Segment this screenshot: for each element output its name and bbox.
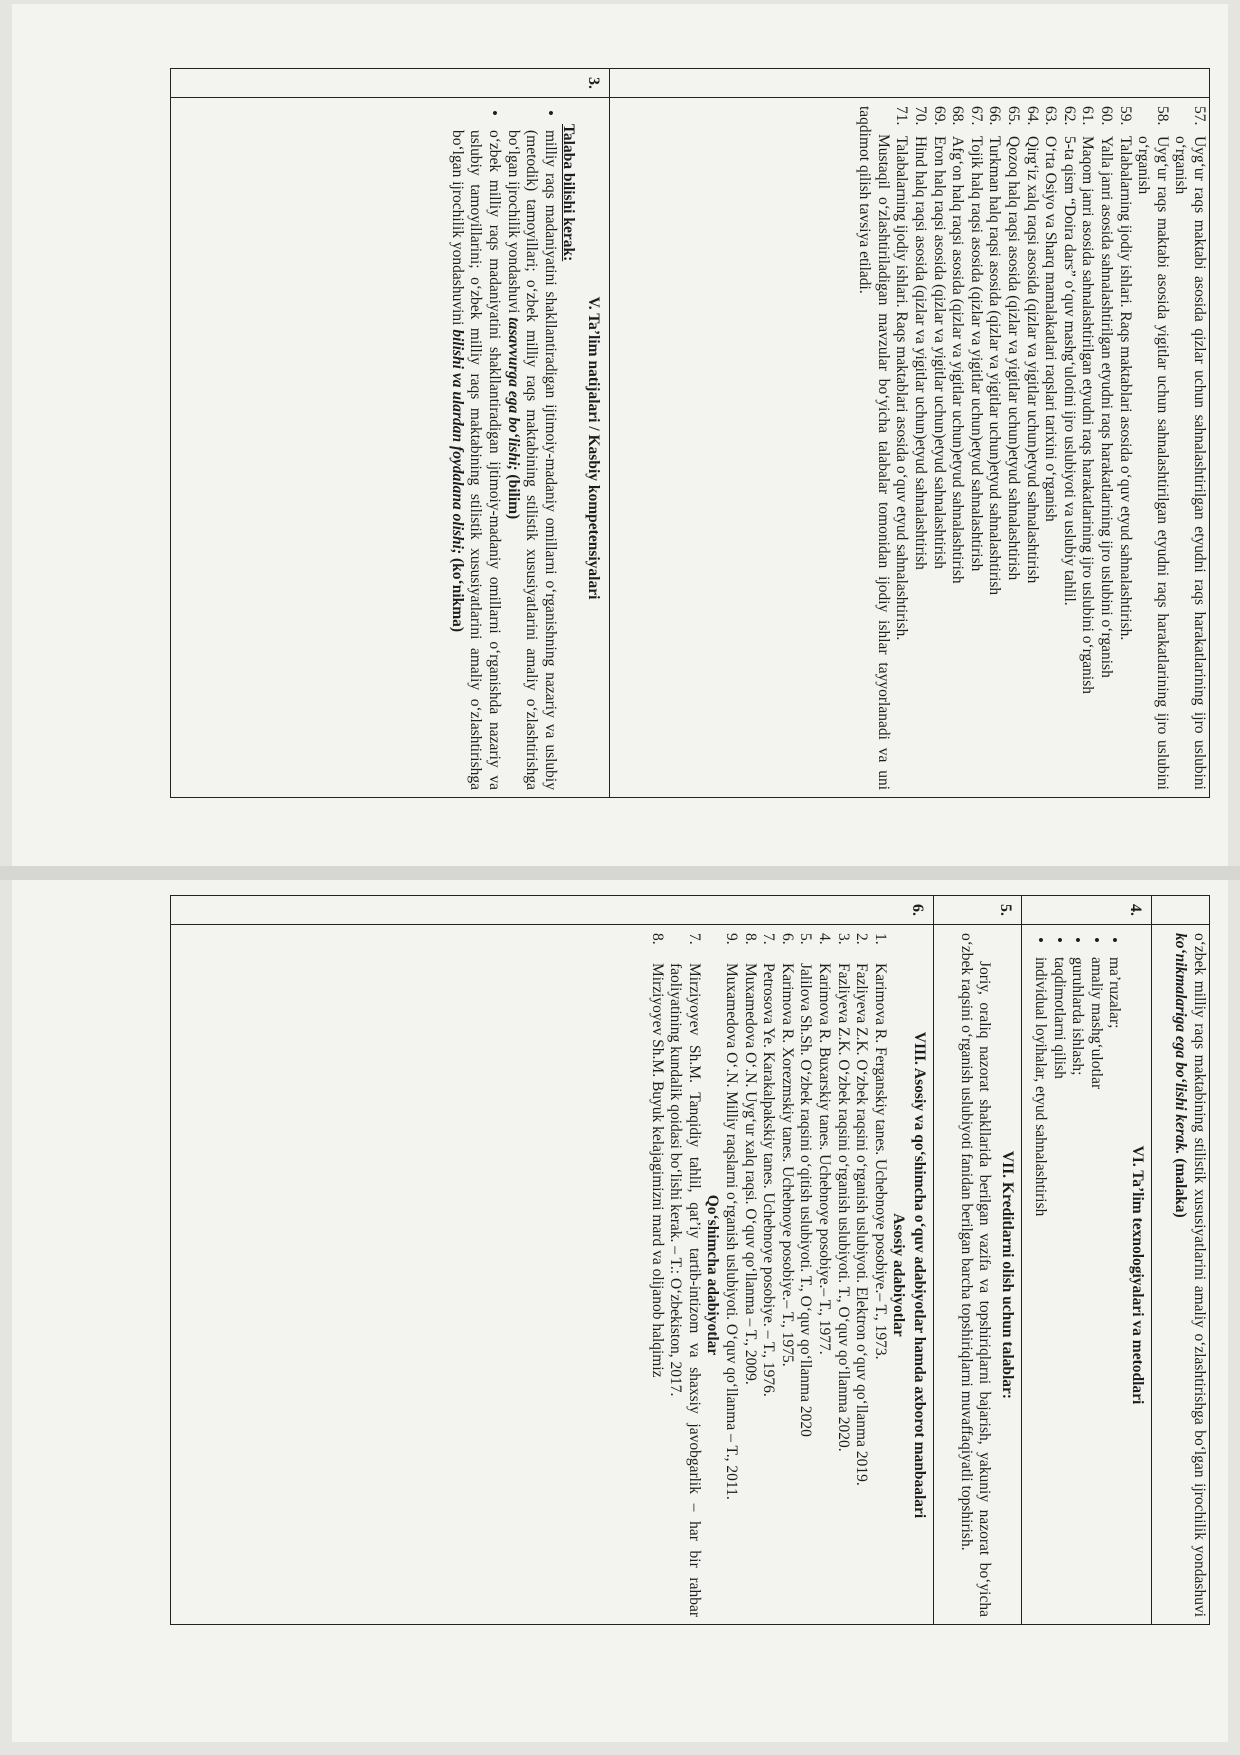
list-item: 59. Talabalarning ijodiy ishlari. Raqs maktablari asosida o‘quv etyud sahnalashtirish. [1116,106,1134,641]
section-7-title: VII. Kreditlarni olish uchun talablar: [999,1150,1016,1400]
main-literature-title: Asosiy adabiyotlar [890,1213,908,1337]
section-content [855,106,1210,790]
outcome-bullet: • o‘zbek milliy raqs madaniyatini shakllantiradigan ijtimoiy-madaniy omillarni o‘rganishda nazariy va uslubiy tamoyillarini; o‘zbek milliy raqs maktabining stilistik xususiyatlarini amaliy o‘zlashtirishga bo‘lgan ijrochilik yondashuvini bilishi va ulardan foydalana olishi; (ko‘nikma) [447,106,503,790]
row-divider [1021,895,1022,1625]
list-item: 66. Turkman halq raqsi asosida (qizlar va yigitlar uchun)etyud sahnalashtirish [986,106,1004,596]
method-item: • taqdimotlarni qilish [1049,933,1068,1617]
list-item: 8. Muxamedova O‘.N. Uyg‘ur xalq raqsi. O‘quv qo‘llanma – T., 2009. [741,933,759,1385]
additional-literature-list [647,933,703,1617]
row-number-column [170,895,1210,925]
list-item: 9. Muxamedova O‘.N. Milliy raqslarni o‘rganish uslubiyoti. O‘quv qo‘llanma – T., 2011. [723,933,741,1500]
method-item: • ma’ruzalar; [1105,933,1124,1617]
topics-list [892,106,1208,790]
outcome-bullet: • milliy raqs madaniyatini shakllantiradigan ijtimoiy-madaniy omillarni o‘rganishning nazariy va uslubiy (metodik) tamoyillari; o‘zbek milliy raqs maktabining stilistik xususiyatlarini amaliy o‘zlashtirishga bo‘lgan ijrochilik yondashuvi tasavvurga ega bo‘lishi; (bilim) [503,106,559,790]
list-item: 58. Uyg‘ur raqs maktabi asosida yigitlar uchun sahnalashtirilgan etyudni raqs harakatlarining ijro uslubini o‘rganish [1135,106,1171,790]
list-item: 1. Karimova R. Ferganskiy tanes. Uchebnoye posobiye.– T., 1973. [871,933,889,1360]
methods-section [1030,933,1146,1617]
list-item: 57. Uyg‘ur raqs maktabi asosida qizlar uchun sahnalashtirilgan etyudni raqs harakatlarining ijro uslubini o‘rganish [1172,106,1208,790]
skills-text: o‘zbek milliy raqs maktabining stilistik xususiyatlarini amaliy o‘zlashtirishga bo‘lgan ijrochilik yondashuvi ko‘nikmalariga ega bo‘lishi kerak. (malaka) [1172,933,1208,1617]
student-must-know-label: Talaba bilishi kerak: [560,124,578,262]
list-item: 67. Tojik halq raqsi asosida (qizlar va yigitlar uchun)etyud sahnalashtirish [967,106,985,572]
row-divider [1151,895,1152,1625]
additional-literature-title: Qo‘shimcha adabiyotlar [704,1194,722,1356]
list-item: 64. Qirg‘iz xalq raqsi asosida (qizlar va yigitlar uchun)etyud sahnalashtirish [1023,106,1041,584]
independent-work-note: Mustaqil o‘zlashtiriladigan mavzular bo‘yicha talabalar tomonidan ijodiy ishlar tayyorlanadi va uni taqdimot qilish tavsiya etiladi. [856,106,892,790]
document-page-2 [170,895,1210,1625]
list-item: 60. Yalla janri asosida sahnalashtirilgan etyudni raqs harakatlarining ijro uslubini o‘rganish [1098,106,1116,678]
list-item: 65. Qozoq halq raqsi asosida (qizlar va yigitlar uchun)etyud sahnalashtirish [1005,106,1023,581]
list-item: 3. Fazliyeva Z.K. O‘zbek raqsini o‘rganish uslubiyoti. T., O‘quv qo‘llanma 2020. [834,933,852,1452]
skills-carryover [1171,933,1208,1617]
credit-requirements-section [956,933,1016,1617]
list-item: 8. Mirziyoyev Sh.M. Buyuk kelajagimizni mard va olijanob halqimiz [648,933,666,1378]
list-item: 68. Afg‘on halq raqsi asosida (qizlar va yigitlar uchun)etyud sahnalashtirish [949,106,967,584]
row-number-3: 3. [585,77,602,89]
row-number-4: 4. [1127,904,1144,916]
list-item: 6. Karimova R. Xorezmskiy tanes. Uchebnoye posobiye.– T., 1975. [778,933,796,1367]
method-item: • individual loyihalar, etyud sahnalashtirish [1030,933,1049,1617]
list-item: 61. Maqom janri asosida sahnalashtirilgan etyudni raqs harakatlarining ijro uslubini o‘rganish [1079,106,1097,695]
method-item: • guruhlarda ishlash; [1068,933,1087,1617]
list-item: 63. O‘rta Osiyo va Sharq mamalakatlari raqslari tarixini o‘rganish [1042,106,1060,522]
row-divider [933,895,934,1625]
credit-requirements-text: Joriy, oraliq nazorat shakllarida berilgan vazifa va topshiriqlarni bajarish, yakuniy nazorat bo‘yicha o‘zbek raqsini o‘rganish uslubiyoti fanidan berilgan barcha topshiriqlarni muvaffaqiyatli topshirish. [957,933,994,1617]
section-5-title: V. Ta’lim natijalari / Kasbiy kompetensiyalari [585,296,602,600]
list-item: 7. Mirziyoyev Sh.M. Tanqidiy tahlil, qat’iy tartib-intizom va shaxsiy javobgarlik – har bir rahbar faoliyatining kundalik qoidasi bo‘lishi kerak. – T.: O‘zbekiston, 2017. [667,933,703,1617]
method-item: • amaliy mashg‘ulotlar [1086,933,1105,1617]
literature-section [647,933,928,1617]
list-item: 70. Hind halq raqsi asosida (qizlar va yigitlar uchun)etyud sahnalashtirish [912,106,930,570]
document-page-1 [170,68,1210,798]
list-item: 4. Karimova R. Buxarskiy tanes. Uchebnoye posobiye.– T., 1977. [816,933,834,1355]
page-divider [0,866,1240,880]
list-item: 62. 5-ta qism “Doira dars” o‘quv mashg‘ulotini ijro uslubiyoti va uslubiy tahlil. [1060,106,1078,606]
row-number-column [170,68,1210,98]
main-literature-list [721,933,888,1617]
list-item: 7. Petrosova Ye. Karakalpakskiy tanes. Uchebnoye posobiye. – T., 1976. [760,933,778,1397]
list-item: 69. Eron halq raqsi asosida (qizlar va yigitlar uchun)etyud sahnalashtirish [930,106,948,570]
section-8-title: VIII. Asosiy va qo‘shimcha o‘quv adabiyotlar hamda axborot manbaalari [911,1031,928,1519]
section-6-title: VI. Ta’lim texnologiyalari va metodlari [1129,1145,1146,1405]
learning-outcomes-section [447,106,606,790]
row-number-5: 5. [997,904,1014,916]
list-item: 71. Talabalarning ijodiy ishlari. Raqs maktablari asosida o‘quv etyud sahnalashtirish. [893,106,911,641]
list-item: 5. Jalilova Sh.Sh. O‘zbek raqsini o‘qitish uslubiyoti. T., O‘quv qo‘llanma 2020 [797,933,815,1437]
row-number-6: 6. [909,904,926,916]
list-item: 2. Fazliyeva Z.K. O‘zbek raqsini o‘rganish uslubiyoti. Elektron o‘quv qo‘llanma 2019. [853,933,871,1486]
row-divider [609,68,610,798]
